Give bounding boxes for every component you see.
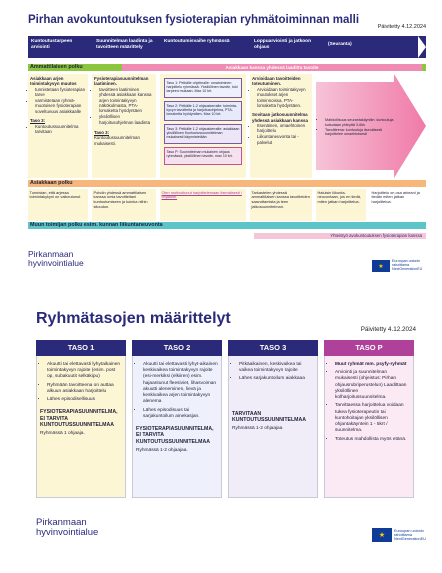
slide1-eu-badge bbox=[372, 260, 422, 272]
cell-assessment bbox=[28, 74, 88, 178]
slide2-footer-logo bbox=[36, 518, 98, 539]
taso-1-card bbox=[36, 340, 126, 498]
eu-line: rahoittama bbox=[394, 532, 412, 537]
eu-line: rahoittama bbox=[392, 263, 409, 268]
client-cell: Tarkastelen yhdessä ammattilaisen kanssa tavoitteiden saavuttamista ja teen jatkosuunnitelman. bbox=[250, 189, 312, 221]
taso-note: Ryhmässä 1 ohjaaja. bbox=[40, 431, 85, 437]
final-bullet: • Arvioidaan toimintakyvyn muutokset arjen toiminnoissa, PTA-lomaketta hyödyntäen. bbox=[257, 87, 310, 109]
taso3-box: Taso 3: Pelkälle 1-2 ohjauskerralle: asiakkaan yksilöllinen Kuntoutussuunnitelman mukaisesti käynnistetään bbox=[164, 124, 242, 144]
assessment-taso-bullet: • Kuntoutussuunnitelma tarvitaan bbox=[35, 124, 86, 135]
column-header-final-assessment: Loppuarviointi ja jatkoon ohjaus bbox=[254, 39, 312, 50]
slide-group-levels bbox=[22, 300, 430, 568]
assessment-bullet: • varmistetaan ryhmä-muotoisen fysioterapian soveltuvuus asiakkaalle bbox=[35, 98, 86, 114]
final-heading2: Sovitaan jatkosuunnitelma yhdessä asiakkaan kanssa bbox=[252, 112, 308, 123]
cell-final-assessment bbox=[250, 74, 312, 178]
professional-path-bar: Ammattilaisen polku bbox=[28, 64, 426, 71]
column-header-followup: (Seuranta) bbox=[328, 42, 352, 47]
assessment-heading: Asiakkaan arjen toimintakyvyn muutos bbox=[30, 76, 77, 87]
planning-heading: Fysioterapiasuunnitelman laatiminen. bbox=[94, 76, 149, 87]
taso-3-body bbox=[228, 356, 318, 498]
header-arrow-icon bbox=[418, 36, 426, 58]
taso-p-header: TASO P bbox=[324, 340, 414, 356]
goal-ribbon: Asiakkaan kanssa yhdessä laadittu tavoite bbox=[122, 64, 422, 71]
taso-3-card bbox=[228, 340, 318, 498]
planning-bullet: • tavoitteen laatiminen yhdessä asiakkaan kanssa arjen toimintakyvyn näkökulmasta, PTA-lomaketta hyödyntäen bbox=[99, 87, 154, 114]
taso-note: Ryhmässä 1-2 ohjaajaa. bbox=[136, 447, 188, 453]
taso-2-card bbox=[132, 340, 222, 498]
assessment-bullet: • tunnistetaan fysioterapian tarve bbox=[35, 87, 86, 98]
column-header-planning: Suunnitelman laadinta ja tavoitteen määrittely bbox=[96, 39, 153, 50]
cell-planning bbox=[92, 74, 156, 178]
slide2-eu-badge bbox=[372, 528, 426, 542]
followup-bullet: • Tavoitteena: kuntoutuja itsenäisesti harjoittelee omaehtoisesti bbox=[325, 128, 394, 137]
slide2-date: Päivitetty 4.12.2024 bbox=[360, 326, 416, 333]
taso-bullet: • Lähes episodisuus tai sarjakuntoilum ainekasjan. bbox=[143, 408, 218, 420]
taso-bullet: • Akuutti tai elettavasti lyhytaikainen toimintakyvyn rajoite (esim. post op, subakuutit selkäkipu) bbox=[47, 362, 122, 381]
taso-bullet: • Muut ryhmät mm. psyfy-ryhmät bbox=[335, 362, 410, 368]
taso-bullet: • Lähes episodisellisuus bbox=[47, 397, 122, 403]
slide1-title: Pirhan avokuntoutuksen fysioterapian ryhmätoiminnan malli bbox=[28, 14, 360, 26]
taso-2-body bbox=[132, 356, 222, 498]
client-cell: Tunnistan, että arjessa toimintakykyni on vaikeutunut bbox=[28, 189, 88, 221]
eu-line: NextGenerationEU bbox=[394, 537, 426, 542]
slide1-footer-logo bbox=[28, 250, 84, 269]
final-bullet2: • Liikuntaneuvonta tai -palvelut bbox=[257, 134, 310, 145]
followup-bullet: • Mahdollisuus seurantakäyntiin: kuntoutuja kutsutaan yhteyttä 3-6kk bbox=[325, 118, 394, 127]
cooperation-text: Yhteistyö avokuntoutuksen fysioterapian kanssa bbox=[330, 233, 422, 238]
taso2-box: Taso 2: Pelkälle 1-2 ohjauskerralle: toiminta-kyvyn tavoitteita ja harjoitusohjelma, PTA-lomaketta hyödyntäen. Max 10 krt. bbox=[164, 101, 242, 121]
eu-flag-icon: ★ bbox=[372, 528, 392, 542]
client-cell: Harjoittelu on osa arkeani ja tiedän miten jatkan harjoittelua. bbox=[370, 189, 426, 221]
eu-line: Euroopan unionin bbox=[394, 528, 424, 533]
footer-line: Pirkanmaan bbox=[36, 517, 87, 528]
final-heading: Arvioidaan tavoitteiden toteutuminen. bbox=[252, 76, 301, 87]
taso-bullet: • Toteutus mahdollista myös etänä. bbox=[335, 437, 410, 443]
taso-bullet: • Arviointi ja suunnitelman mukaisesti (ohjeistus: Pirhan ohjausrubriperustelun) Laadittaan yksilöllinen kolharjoitussuunnitelma. bbox=[335, 370, 410, 401]
eu-line: NextGenerationEU bbox=[392, 266, 423, 271]
assessment-taso-label: Taso 3: bbox=[30, 118, 46, 124]
taso-bullet: • Tarvittaessa harjoittelua voidaan tukea fysioterapeutin tai kuntohoitajan yksilöllisen ohjantakäyntein 1 - 5krt / suunnitelma. bbox=[335, 403, 410, 434]
taso-p-card bbox=[324, 340, 414, 498]
taso-plan: TARVITAAN KUNTOUTUSSUUNNITELMAA bbox=[232, 410, 306, 423]
taso-bullet: • Akuutti tai elettavasti lyhyt-aikainen keskivaikea toimintakyvyn rajoite (esi-merkiksi (elkiiren) esim. hajaantunut fleesiviet, lihasvoiman akuutti aleneminen, lievä ja keskivaikea arjen toimintakyvyn alenema bbox=[143, 362, 218, 406]
taso-plan: FYSIOTERAPIASUUNNITELMA, EI TARVITA KUNTOUTUSSUUNNITELMAA bbox=[136, 426, 214, 445]
slide-process-model bbox=[22, 6, 430, 284]
taso-bullet: • Pitkäaikainen, keskivaikea tai vaikea toimintakyvyn rajoite bbox=[239, 362, 314, 374]
taso-bullet: • Lähes sarjakuntoilum aiakkaaa bbox=[239, 376, 314, 382]
planning-taso-text: Kuntoutussuunnitelman mukaisesti. bbox=[94, 135, 140, 146]
taso-p-body bbox=[324, 356, 414, 498]
column-header-row bbox=[28, 36, 426, 58]
slide1-date: Päivitetty 4.12.2024 bbox=[377, 24, 426, 30]
taso-bullet: • Ryhmään tavoitteena on auttaa alkuun asiakkaan harjoittelu bbox=[47, 383, 122, 395]
taso-1-body bbox=[36, 356, 126, 498]
followup-text bbox=[320, 118, 394, 137]
eu-flag-icon: ★ bbox=[372, 260, 390, 272]
planning-bullet: • yksilöllisen harjoitusohjelman laadinta bbox=[99, 114, 154, 125]
footer-line: hyvinvointialue bbox=[28, 258, 84, 269]
other-actor-path-bar: Muun toimijan polku esim. kunnan liikuntaneuvonta bbox=[28, 222, 426, 229]
client-cell-text: Olen motivoitunut harjoittelemaan itsenäisesti / ohjatusti. bbox=[161, 189, 242, 200]
taso-1-header: TASO 1 bbox=[36, 340, 126, 356]
client-path-bar: Asiakkaan polku bbox=[28, 180, 426, 187]
taso-2-header: TASO 2 bbox=[132, 340, 222, 356]
final-bullet2: • Itsenäinen, omaehtoinen harjoittelu bbox=[257, 123, 310, 134]
client-cell: Pohdin yhdessä ammattilaisen kanssa omia tavoitteitani kuntoutumiseen ja kuinka niihin sitoudun. bbox=[92, 189, 156, 221]
client-cell bbox=[160, 189, 246, 221]
taso-3-header: TASO 3 bbox=[228, 340, 318, 356]
eu-line: Euroopan unionin bbox=[392, 259, 421, 264]
footer-line: Pirkanmaan bbox=[28, 249, 74, 259]
column-header-group-phase: Kuntoutumisvaihe ryhmässä bbox=[164, 39, 230, 44]
tasop-box: Taso P: Suunnitelman mukainen ohjaus ryhmässä, yksilöllinen tavoite, max 10 krt. bbox=[164, 147, 242, 165]
cell-group-phase bbox=[160, 74, 246, 178]
footer-line: hyvinvointialue bbox=[36, 527, 99, 539]
taso-plan: FYSIOTERAPIASUUNNITELMA, EI TARVITA KUNTOUTUSSUUNNITELMAA bbox=[40, 409, 118, 428]
taso-note: Ryhmässä 1-2 ohjaajaa bbox=[232, 426, 283, 432]
planning-taso-label: Taso 3: bbox=[94, 129, 110, 135]
taso1-box: Taso 1: Pelkälle ohjelmalle: omatoiminen harjoittelu ryhmässä. Yksilöllinen tavoite, tuki tarpeen mukaan. Max 10 krt. bbox=[164, 78, 242, 98]
client-cell: Haluisin liikunta-neuvontaan, jos en tiedä, miten jatkan harjoittelua. bbox=[316, 189, 366, 221]
slide2-title: Ryhmätasojen määrittelyt bbox=[36, 310, 231, 327]
column-header-assessment: Kuntoutustarpeen arviointi bbox=[31, 39, 73, 50]
